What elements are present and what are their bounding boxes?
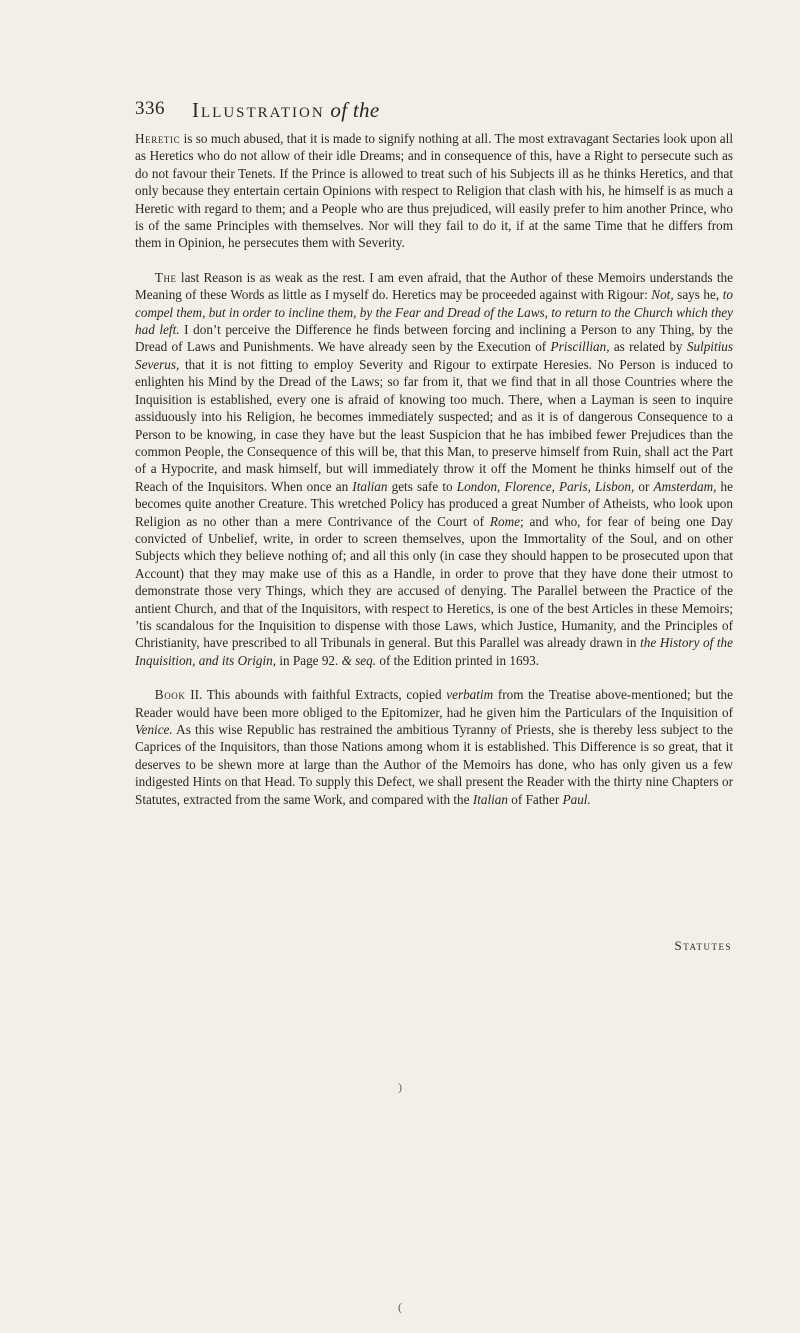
italic-run: to compel them, but in order to incline them, by the Fear and Dread of the Laws, to return to the Church which they had left.: [135, 287, 733, 338]
text-run: of Father: [507, 791, 563, 807]
running-header: [135, 98, 735, 126]
italic-run: Rome: [489, 513, 520, 529]
stray-mark: ): [398, 1080, 402, 1094]
text-run: he becomes quite another Creature. This wretched Policy has produced a great Number of Atheists, who look upon Religion as no other than a mere Contrivance of the Court of: [135, 478, 733, 529]
paragraph-text: is so much abused, that it is made to signify nothing at all. The most extravagant Sectaries look upon all as Heretics who do not allow of their idle Dreams; and in consequence of this, have a Right to persecute such as do not favour their Tenets. If the Prince is allowed to treat such of his Subjects ill as he thinks Heretics, and that only because they entertain certain Opinions with respect to Religion that clash with his, he himself is as much a Heretic with regard to them; and a People who are thus prejudiced, will easily prefer to him another Prince, who is of the same Principles with themselves. Nor will they fail to do it, if at the same Time that he differs from them in Opinion, he persecutes them with Severity.: [135, 131, 733, 251]
italic-run: the History of the Inquisition, and its Origin,: [135, 635, 733, 668]
catchword: Statutes: [674, 938, 732, 953]
text-run: last Reason is as weak as the rest. I am even afraid, that the Author of these Memoirs understands the Meaning of these Words as little as I myself do. Heretics may be proceeded against with Rigour:: [135, 269, 733, 303]
running-title-caps: Illustration: [192, 98, 325, 122]
text-run: or: [634, 478, 654, 494]
italic-run: Italian: [352, 478, 388, 494]
stray-mark: (: [398, 1300, 402, 1314]
running-title-italic: of the: [330, 98, 380, 122]
text-run: from the Treatise above-mentioned; but the Reader would have been more obliged to the Epitomizer, had he given him the Particulars of the Inquisition of: [135, 687, 733, 720]
text-run: of the Edition printed in 1693.: [376, 652, 540, 668]
text-run: I don’t perceive the Difference he finds between forcing and inclining a Person to any Thing, by the Dread of Laws and Punishments. We have already seen by the Execution of: [135, 322, 733, 355]
text-run: as related by: [609, 339, 687, 355]
text-run: II. This abounds with faithful Extracts, copied: [185, 687, 447, 703]
italic-run: Venice.: [135, 722, 173, 737]
text-run: in Page 92.: [276, 652, 342, 668]
paragraph-last-reason: [135, 269, 733, 669]
text-run: ; and who, for fear of being one Day convicted of Unbelief, write, in order to screen themselves, upon the Immortality of the Soul, and on other Subjects which they believe nothing of; and all this only (in case they should happen to be prosecuted upon that Account) that they may make use of this as a Handle, in order to prove that they have done their utmost to demonstrate those very Things, which they are accused of denying. The Parallel between the Practice of the antient Church, and that of the Inquisitors, with respect to Heretics, is one of the best Articles in these Memoirs; ’tis scandalous for the Inquisition to dispense with those Laws, which Justice, Humanity, and the Principles of Christianity, have prescribed to all Tribunals in general. But this Parallel was already drawn in: [135, 513, 733, 651]
italic-run: London, Florence, Paris, Lisbon,: [456, 478, 635, 494]
page-number: 336: [135, 98, 165, 119]
italic-run: Not,: [651, 287, 674, 303]
lead-word: Heretic: [135, 131, 181, 146]
lead-word: Book: [154, 687, 186, 703]
italic-run: Amsterdam,: [653, 478, 717, 494]
page-body: [135, 130, 733, 808]
italic-run: & seq.: [341, 652, 377, 668]
running-title: [192, 98, 379, 123]
italic-run: Sulpitius Severus,: [135, 339, 734, 372]
italic-run: Priscillian,: [550, 339, 610, 355]
paragraph-book-two: [135, 686, 733, 808]
italic-run: Italian: [472, 791, 508, 807]
paragraph-heretic: [135, 130, 733, 252]
text-run: gets safe to: [387, 478, 457, 494]
text-run: says he,: [673, 287, 723, 303]
italic-run: Paul.: [562, 791, 591, 807]
italic-run: verbatim: [446, 687, 494, 703]
text-run: As this wise Republic has restrained the ambitious Tyranny of Priests, she is thereby less subject to the Caprices of the Inquisitors, than those Nations among whom it is established. This Difference is so great, that it deserves to be shewn more at large than the Author of the Memoirs has done, who has only given us a few indigested Hints on that Head. To supply this Defect, we shall present the Reader with the thirty nine Chapters or Statutes, extracted from the same Work, and compared with the: [135, 722, 733, 807]
text-run: that it is not fitting to employ Severity and Rigour to extirpate Heresies. No Person is induced to enlighten his Mind by the Dread of the Laws; so far from it, that we find that in all those Countries where the Inquisition is established, every one is afraid of knowing too much. There, when a Layman is seen to inquire assiduously into his Religion, he becomes immediately suspected; and as it is of dangerous Consequence to a Person to be knowing, in case they have but the least Suspicion that he has imbibed fewer Prejudices than the common People, the Consequence of this will be, that this Man, to preserve himself from Ruin, shall act the Part of a Hypocrite, and mask himself, but will immediately throw it off the Moment he thinks himself out of the Reach of the Inquisitors. When once an: [135, 356, 733, 494]
lead-word: The: [154, 269, 177, 285]
